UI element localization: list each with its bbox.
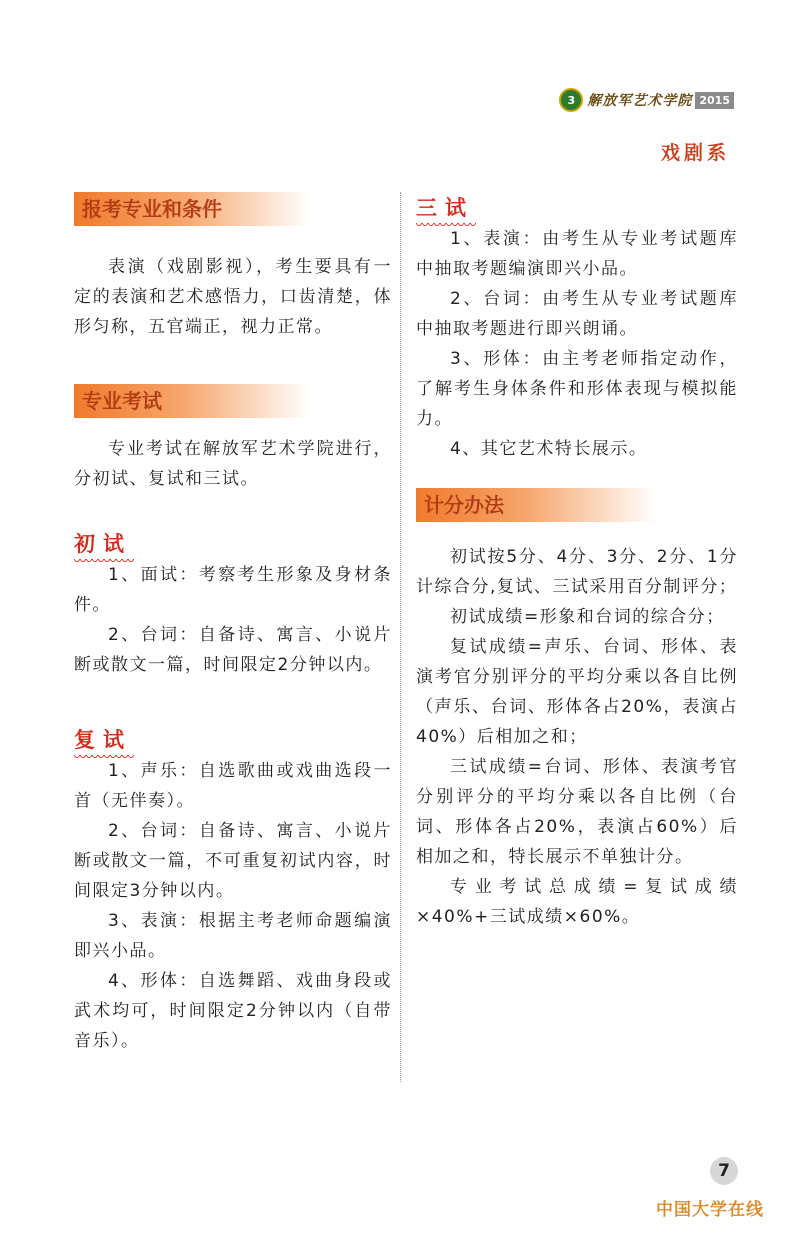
second-item: 3、表演：根据主考老师命题编演即兴小品。: [74, 911, 392, 961]
first-item: 1、面试：考察考生形象及身材条件。: [74, 565, 392, 615]
header-logo: [559, 88, 734, 112]
year-badge: 2015: [695, 92, 734, 109]
left-column: [74, 192, 392, 1056]
section-apply-title: 报考专业和条件: [74, 192, 310, 226]
column-divider: [400, 192, 401, 1082]
scoring-item: 三试成绩=台词、形体、表演考官分别评分的平均分乘以各自比例（台词、形体各占20%，表演占60%）后相加之和，特长展示不单独计分。: [416, 757, 738, 867]
page-number: 7: [710, 1157, 738, 1185]
academy-emblem-icon: 3: [559, 88, 583, 112]
exam-text: 专业考试在解放军艺术学院进行，分初试、复试和三试。: [74, 439, 392, 489]
second-round-title: 复试: [74, 724, 392, 756]
second-item: 4、形体：自选舞蹈、戏曲身段或武术均可，时间限定2分钟以内（自带音乐）。: [74, 971, 392, 1051]
third-item: 1、表演：由考生从专业考试题库中抽取考题编演即兴小品。: [416, 229, 738, 279]
second-item: 2、台词：自备诗、寓言、小说片断或散文一篇，不可重复初试内容，时间限定3分钟以内。: [74, 821, 392, 901]
third-item: 4、其它艺术特长展示。: [450, 439, 648, 459]
department-title: 戏剧系: [660, 142, 730, 164]
apply-text: 表演（戏剧影视），考生要具有一定的表演和艺术感悟力，口齿清楚，体形匀称，五官端正，视力正常。: [74, 257, 392, 337]
third-item: 2、台词：由考生从专业考试题库中抽取考题进行即兴朗诵。: [416, 289, 738, 339]
scoring-item: 复试成绩=声乐、台词、形体、表演考官分别评分的平均分乘以各自比例（声乐、台词、形体各占20%，表演占40%）后相加之和；: [416, 637, 738, 747]
first-item: 2、台词：自备诗、寓言、小说片断或散文一篇，时间限定2分钟以内。: [74, 625, 392, 675]
second-item: 1、声乐：自选歌曲或戏曲选段一首（无伴奏）。: [74, 761, 392, 811]
section-exam-title: 专业考试: [74, 384, 310, 418]
section-scoring-title: 计分办法: [416, 488, 656, 522]
third-item: 3、形体：由主考老师指定动作，了解考生身体条件和形体表现与模拟能力。: [416, 349, 738, 429]
first-round-title: 初试: [74, 528, 392, 560]
right-column: [416, 192, 738, 932]
academy-name: 解放军艺术学院: [587, 93, 693, 109]
scoring-item: 专业考试总成绩=复试成绩×40%+三试成绩×60%。: [416, 877, 738, 927]
source-watermark: 中国大学在线: [656, 1200, 764, 1220]
scoring-item: 初试成绩=形象和台词的综合分；: [450, 607, 725, 627]
third-round-title: 三试: [416, 192, 738, 224]
scoring-item: 初试按5分、4分、3分、2分、1分计综合分,复试、三试采用百分制评分；: [416, 547, 738, 597]
